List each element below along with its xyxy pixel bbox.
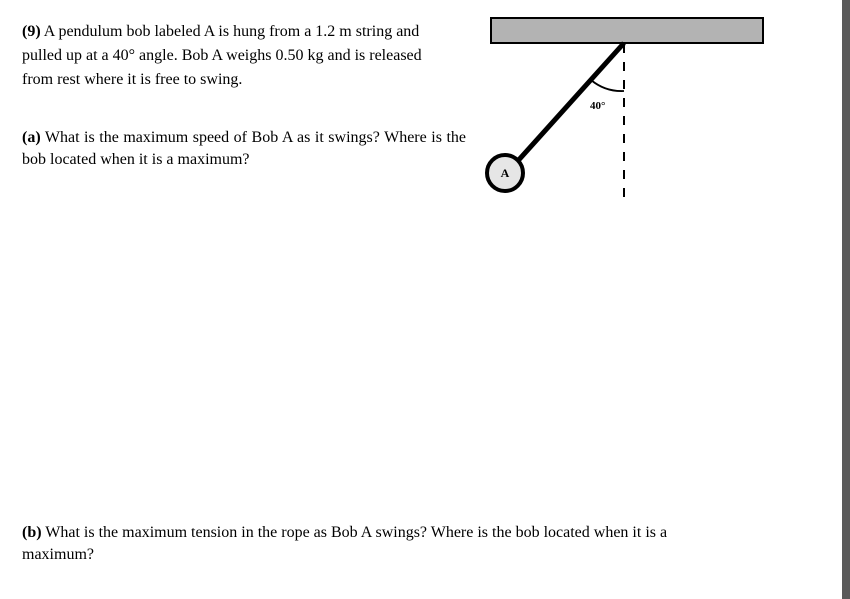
angle-arc [591, 80, 624, 91]
part-b-text: What is the maximum tension in the rope as Bob A swings? Where is the bob located when it is a maximum? [22, 524, 668, 563]
scrollbar-edge[interactable] [842, 0, 850, 599]
part-b-label: (b) [22, 524, 42, 541]
part-b-question [22, 522, 722, 566]
problem-intro [22, 20, 452, 92]
pendulum-string [507, 43, 624, 173]
part-a-question [22, 127, 466, 171]
ceiling-support [491, 18, 763, 43]
bob-label: A [500, 166, 510, 180]
angle-label: 40° [590, 100, 606, 112]
problem-number: (9) [22, 23, 41, 40]
pendulum-figure [470, 10, 780, 210]
part-a-text: What is the maximum speed of Bob A as it swings? Where is the bob located when it is a maximum? [22, 129, 466, 168]
part-a-label: (a) [22, 129, 41, 146]
problem-intro-text: A pendulum bob labeled A is hung from a 1.2 m string and pulled up at a 40° angle. Bob A weighs 0.50 kg and is released from rest where it is free to swing. [22, 23, 422, 88]
